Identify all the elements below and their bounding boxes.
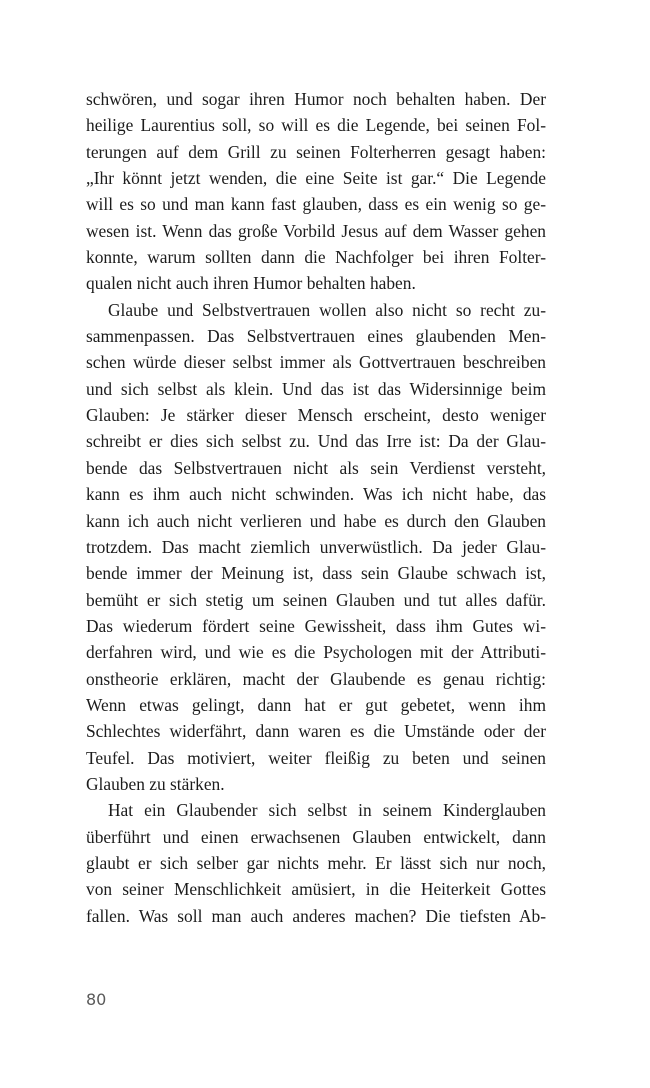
- text-line: will es so und man kann fast glauben, dass es ein wenig so ge-: [86, 194, 546, 215]
- text-line: überführt und einen erwachsenen Glauben entwickelt, dann: [86, 826, 546, 847]
- text-line: konnte, warum sollten dann die Nachfolger bei ihren Folter-: [86, 247, 546, 268]
- text-line: schwören, und sogar ihren Humor noch behalten haben. Der: [86, 89, 546, 109]
- page-number: 80: [86, 990, 107, 1009]
- text-line: derfahren wird, und wie es die Psychologen mit der Attributi-: [86, 642, 546, 663]
- text-line: „Ihr könnt jetzt wenden, die eine Seite ist gar.“ Die Legende: [86, 168, 546, 189]
- text-line: schen würde dieser selbst immer als Gottvertrauen beschreiben: [86, 352, 546, 373]
- text-line: Teufel. Das motiviert, weiter fleißig zu beten und seinen: [86, 747, 546, 768]
- text-line: Schlechtes widerfährt, dann waren es die Umstände oder der: [86, 721, 546, 742]
- text-line: kann ich auch nicht verlieren und habe es durch den Glauben: [86, 510, 546, 531]
- text-line: fallen. Was soll man auch anderes machen? Die tiefsten Ab-: [86, 905, 546, 926]
- text-line: Wenn etwas gelingt, dann hat er gut gebetet, wenn ihm: [86, 694, 546, 715]
- text-line: von seiner Menschlichkeit amüsiert, in die Heiterkeit Gottes: [86, 879, 546, 900]
- page-body: [86, 86, 546, 929]
- text-line: Das wiederum fördert seine Gewissheit, dass ihm Gutes wi-: [86, 615, 546, 636]
- text-line: glaubt er sich selber gar nichts mehr. Er lässt sich nur noch,: [86, 852, 546, 873]
- text-line: und sich selbst als klein. Und das ist das Widersinnige beim: [86, 378, 546, 399]
- text-line: wesen ist. Wenn das große Vorbild Jesus auf dem Wasser gehen: [86, 220, 546, 241]
- paragraph-first-line: Glaube und Selbstvertrauen wollen also nicht so recht zu-: [108, 299, 546, 320]
- text-line: bende das Selbstvertrauen nicht als sein Verdienst versteht,: [86, 457, 546, 478]
- text-line: terungen auf dem Grill zu seinen Folterherren gesagt haben:: [86, 141, 546, 162]
- text-line: Glauben: Je stärker dieser Mensch erscheint, desto weniger: [86, 405, 546, 426]
- text-line: sammenpassen. Das Selbstvertrauen eines glaubenden Men-: [86, 326, 546, 347]
- paragraph-first-line: Hat ein Glaubender sich selbst in seinem Kinderglauben: [108, 800, 546, 821]
- text-line: qualen nicht auch ihren Humor behalten haben.: [86, 273, 416, 294]
- text-line: schreibt er dies sich selbst zu. Und das Irre ist: Da der Glau-: [86, 431, 546, 452]
- text-line: Glauben zu stärken.: [86, 773, 225, 794]
- text-line: kann es ihm auch nicht schwinden. Was ich nicht habe, das: [86, 484, 546, 505]
- text-line: heilige Laurentius soll, so will es die Legende, bei seinen Fol-: [86, 115, 546, 136]
- text-line: trotzdem. Das macht ziemlich unverwüstlich. Da jeder Glau-: [86, 536, 546, 557]
- text-line: onstheorie erklären, macht der Glaubende es genau richtig:: [86, 668, 546, 689]
- text-line: bende immer der Meinung ist, dass sein Glaube schwach ist,: [86, 563, 546, 584]
- text-line: bemüht er sich stetig um seinen Glauben und tut alles dafür.: [86, 589, 546, 610]
